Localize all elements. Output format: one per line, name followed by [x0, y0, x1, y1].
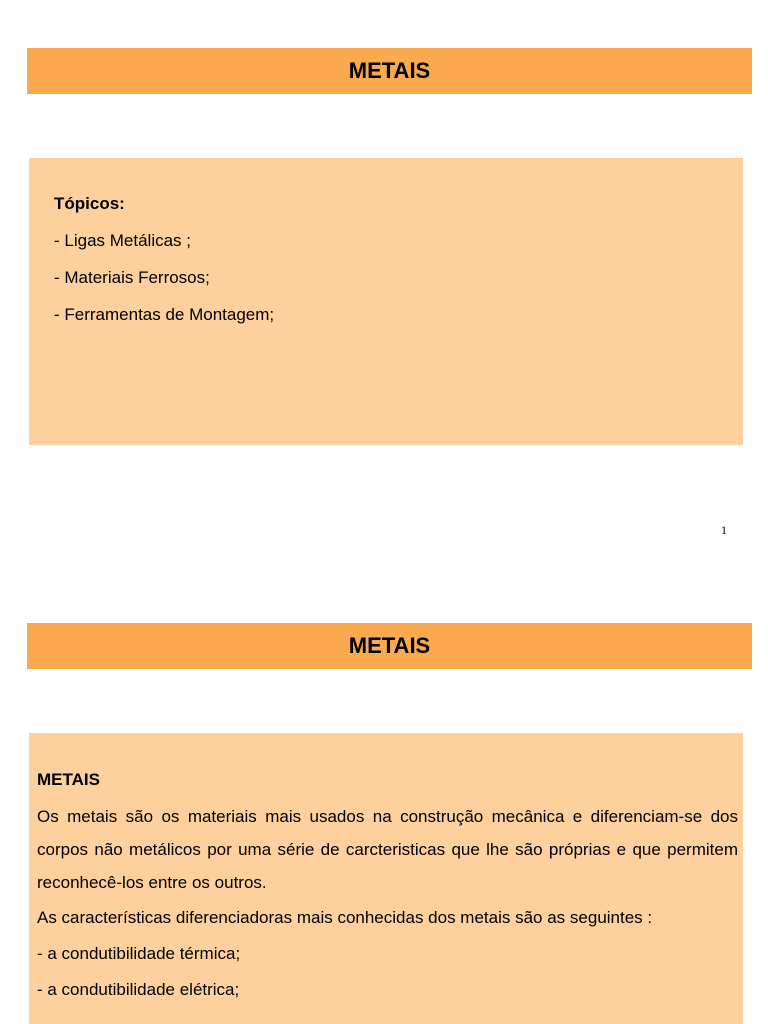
body-paragraph: Os metais são os materiais mais usados na construção mecânica e diferenciam-se dos corpos não metálicos por uma série de carcteristicas que lhe são próprias e que permitem reconhecê-los entre os outros.	[37, 807, 738, 892]
slide-2-content-box	[29, 733, 743, 1024]
slide-1-content-box	[29, 158, 743, 445]
topic-item: - Materiais Ferrosos;	[54, 268, 210, 287]
topic-item: - Ferramentas de Montagem;	[54, 305, 275, 324]
page-number: 1	[721, 523, 727, 537]
body-paragraph: As características diferenciadoras mais conhecidas dos metais são as seguintes :	[37, 908, 653, 927]
slide-2-title: METAIS	[27, 623, 752, 669]
bullet-item: - a condutibilidade térmica;	[37, 944, 241, 963]
topic-item: - Ligas Metálicas ;	[54, 231, 191, 250]
topics-heading: Tópicos:	[54, 194, 125, 213]
section-heading: METAIS	[37, 770, 100, 789]
slide-1-title: METAIS	[27, 48, 752, 94]
bullet-item: - a condutibilidade elétrica;	[37, 980, 240, 999]
slide-2-body	[37, 768, 738, 1006]
topics-list	[54, 192, 274, 327]
